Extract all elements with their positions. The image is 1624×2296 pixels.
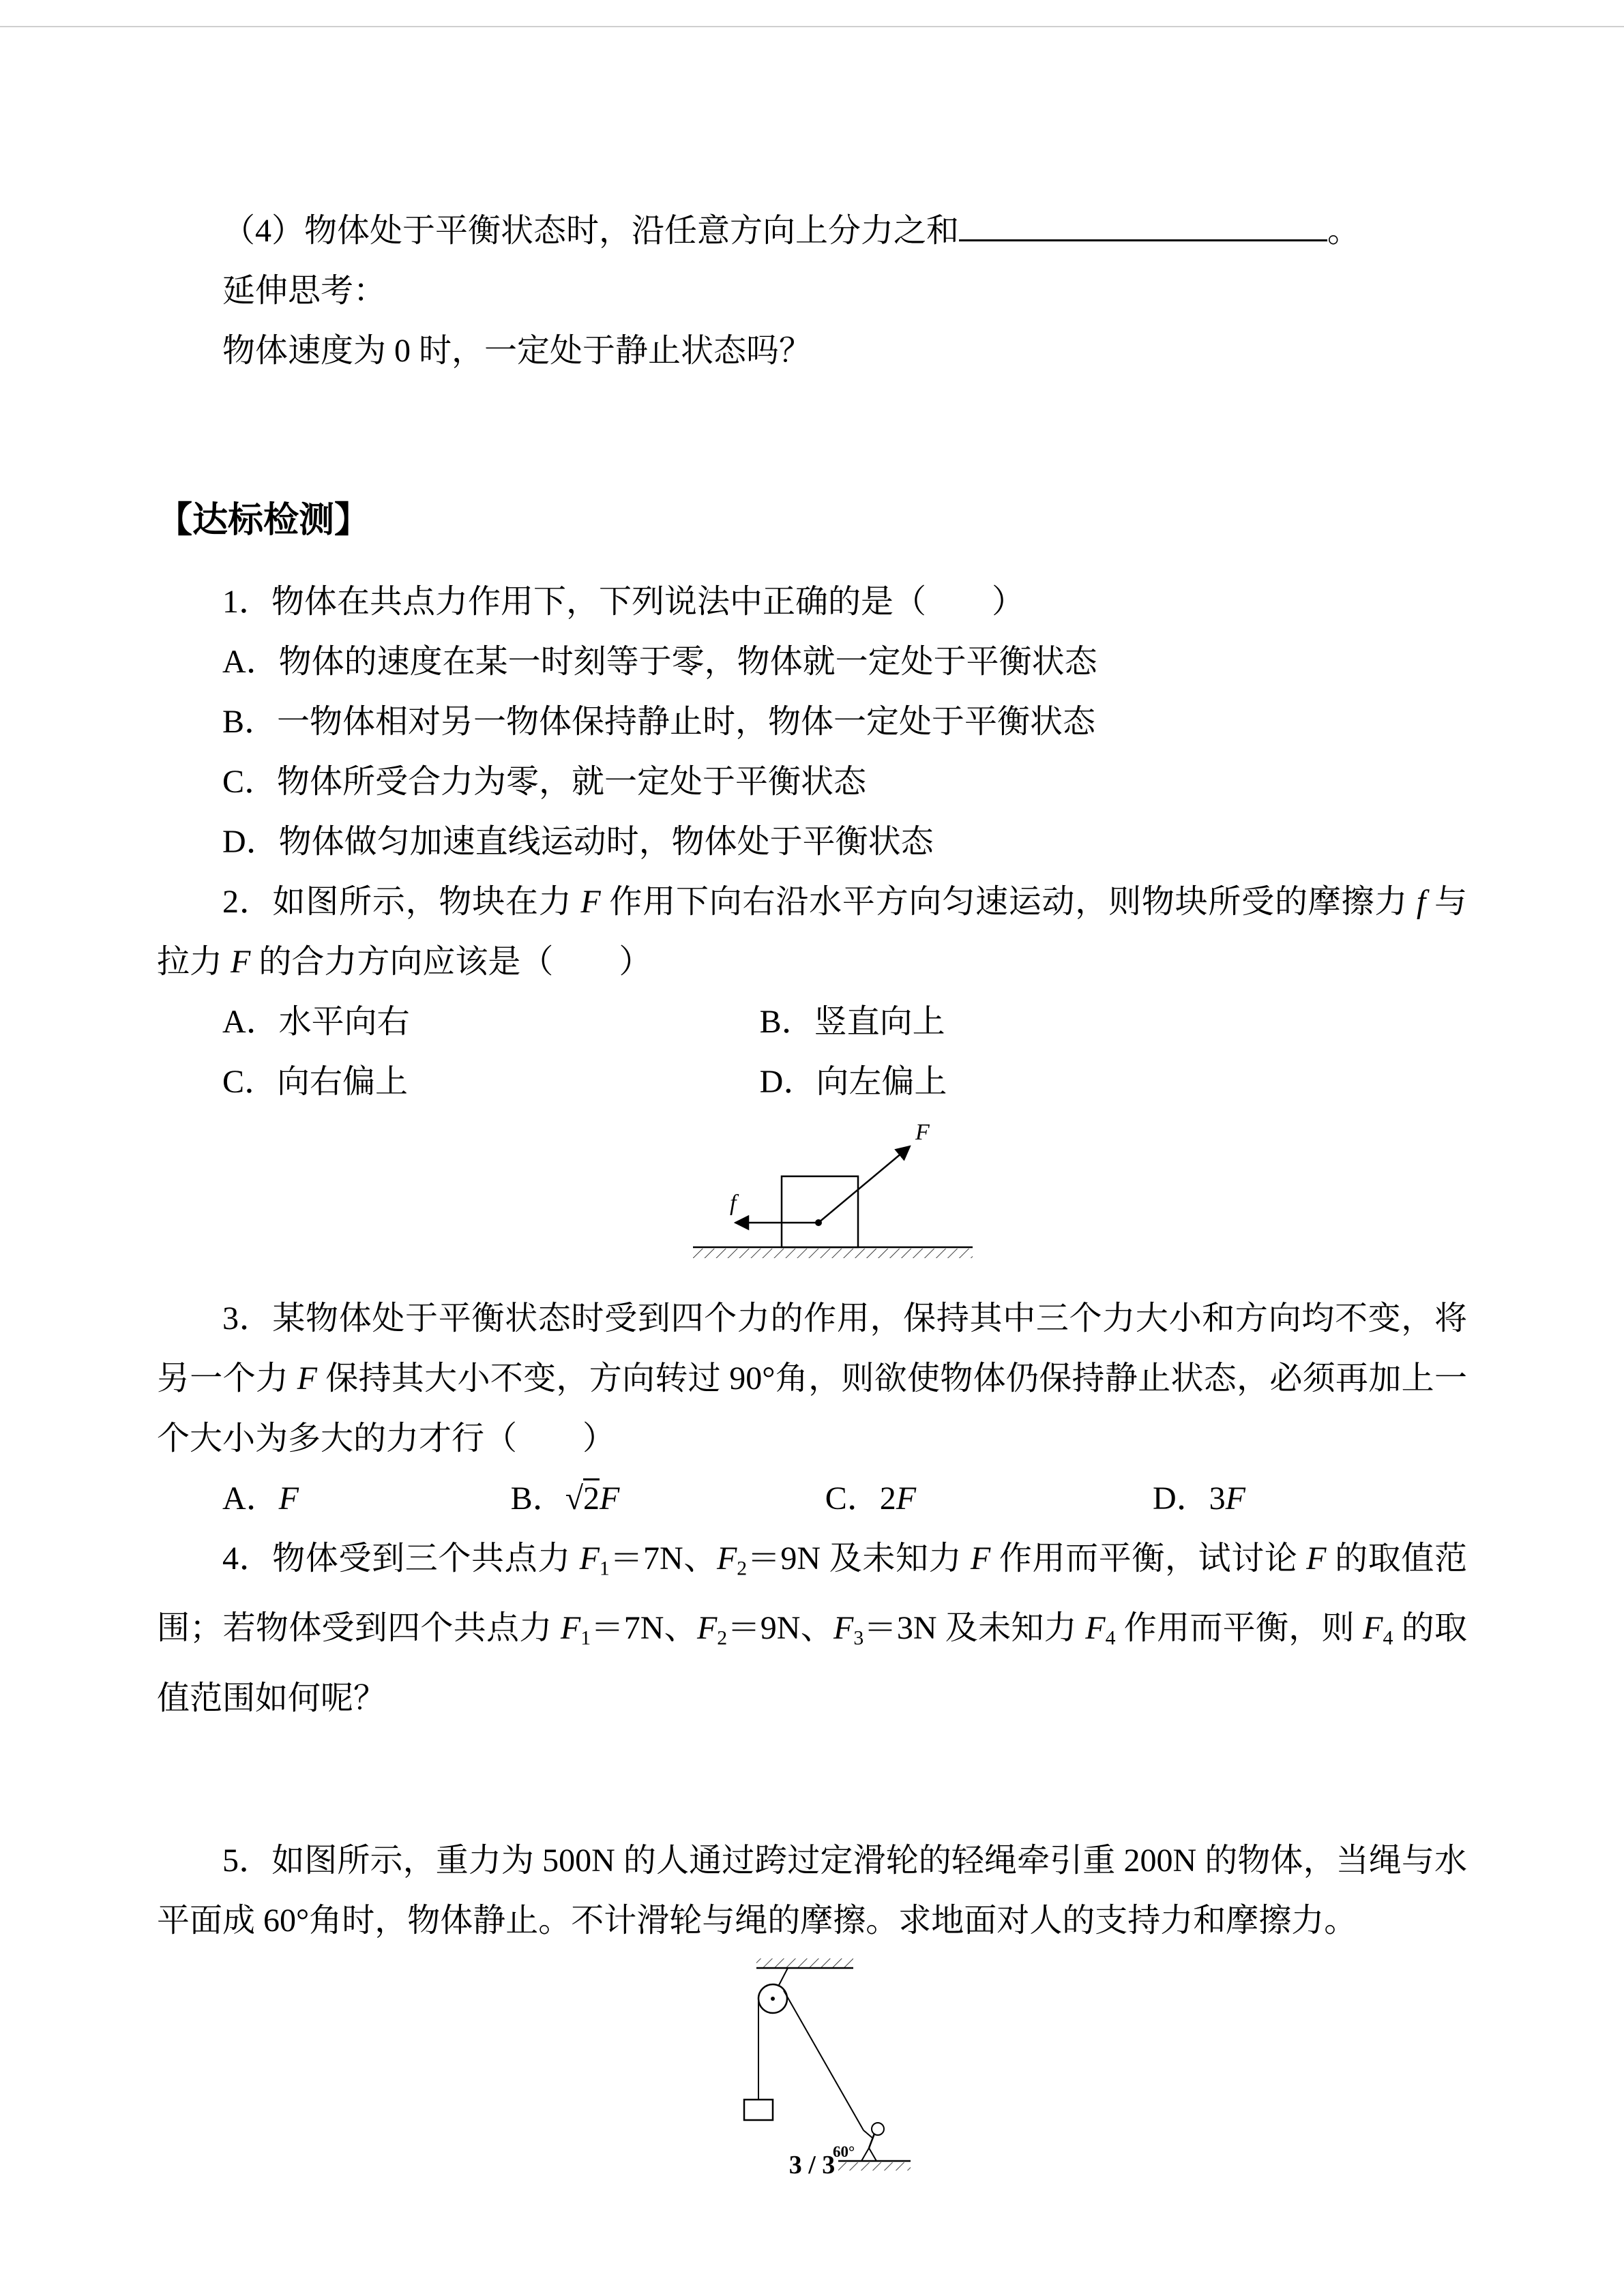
- q3-options-row: [157, 1469, 1467, 1529]
- q5-stem: 5．如图所示，重力为 500N 的人通过跨过定滑轮的轻绳牵引重 200N 的物体，当绳与水平面成 60°角时，物体静止。不计滑轮与绳的摩擦。求地面对人的支持力和摩擦力。: [157, 1842, 1467, 1939]
- q3-option-b: B．√2F: [511, 1469, 825, 1529]
- q5-figure: [157, 1955, 1467, 2183]
- q1-option-d: D．物体做匀加速直线运动时，物体处于平衡状态: [222, 824, 934, 860]
- q3-option-a: A．F: [222, 1480, 299, 1517]
- q1-option-b: B．一物体相对另一物体保持静止时，物体一定处于平衡状态: [222, 704, 1096, 740]
- block-friction-diagram: [673, 1116, 993, 1280]
- q1-option-a: A．物体的速度在某一时刻等于零，物体就一定处于平衡状态: [222, 644, 1097, 680]
- block: [782, 1176, 858, 1247]
- q3-option-d: D．3F: [1152, 1480, 1245, 1517]
- q2-figure: [198, 1116, 1467, 1283]
- rope-right: [784, 1991, 863, 2130]
- q2-option-d: D．向左偏上: [759, 1064, 947, 1100]
- q4-stem: 4．物体受到三个共点力 $F_1=7N$、$F_2=9N$ 及未知力 F 作用而平衡，试讨论 F 的取值范围；若物体受到四个共点力 $F_1=7N$、$F_2=9N$、$F_3=3N$ 及未知力 $F_4$ 作用而平衡，则 $F_4$ 的取值范围如何呢？: [157, 1540, 1467, 1716]
- answer-blank: [959, 209, 1327, 241]
- q3-stem: 3．某物体处于平衡状态时受到四个力的作用，保持其中三个力大小和方向均不变，将另一个力 F 保持其大小不变，方向转过 90°角，则欲使物体仍保持静止状态，必须再加上一个大小为多大的力才行（ ）: [157, 1300, 1467, 1457]
- force-label: F: [915, 1120, 930, 1145]
- q2-option-c: C．向右偏上: [222, 1064, 409, 1100]
- q2-stem: 2．如图所示，物块在力 F 作用下向右沿水平方向匀速运动，则物块所受的摩擦力 f 与拉力 F 的合力方向应该是（ ）: [157, 884, 1467, 980]
- pulley-support: [778, 1968, 788, 1986]
- top-divider: [0, 26, 1624, 27]
- ceiling-hatching: [756, 1958, 853, 1967]
- page-content: [157, 201, 1467, 2189]
- q1-option-c: C．物体所受合力为零，就一定处于平衡状态: [222, 764, 867, 800]
- q3-option-c: C．2F: [825, 1480, 917, 1517]
- extend-title: 延伸思考：: [222, 273, 387, 309]
- q2-options-row-1: [157, 992, 1467, 1052]
- pulley-diagram: [706, 1955, 919, 2180]
- extend-question: 物体速度为 0 时，一定处于静止状态吗？: [222, 333, 812, 369]
- fill-in-item: [157, 201, 1467, 261]
- person-arm: [863, 2130, 872, 2138]
- q2-option-a: A．水平向右: [222, 1004, 410, 1040]
- friction-label: f: [729, 1191, 736, 1216]
- fill-in-period: 。: [1327, 213, 1361, 249]
- hanging-weight: [744, 2100, 773, 2120]
- angle-label: 60°: [832, 2143, 855, 2160]
- page-number: 3 / 3: [788, 2151, 836, 2179]
- pulley-axle: [771, 1997, 775, 2001]
- q1-stem: 1．物体在共点力作用下，下列说法中正确的是（ ）: [222, 584, 1025, 620]
- person-head: [872, 2123, 884, 2135]
- ground-hatching: [693, 1249, 973, 1258]
- section-heading: 【达标检测】: [157, 501, 370, 540]
- fill-in-text: （4）物体处于平衡状态时，沿任意方向上分力之和: [222, 213, 960, 249]
- q2-option-b: B．竖直向上: [759, 1004, 945, 1040]
- q2-options-row-2: [157, 1052, 1467, 1112]
